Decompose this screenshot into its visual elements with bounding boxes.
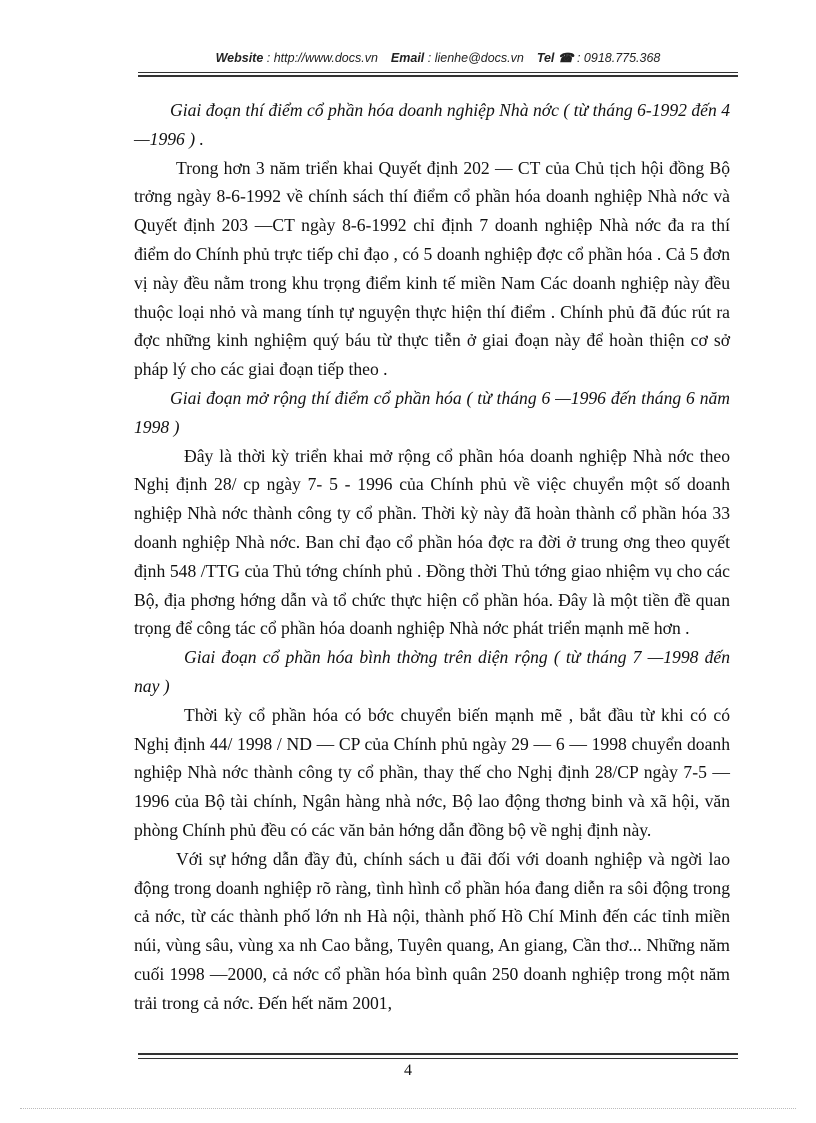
section-heading-pilot: Giai đoạn thí điểm cổ phần hóa doanh nghiệp Nhà nớc ( từ tháng 6-1992 đến 4 —1996 ) . [134,100,730,149]
tel-label: Tel [536,51,555,65]
page-bottom-border [20,1108,796,1109]
section-heading-normal: Giai đoạn cổ phần hóa bình thờng trên diện rộng ( từ tháng 7 —1998 đến nay ) [134,647,730,696]
paragraph-pilot: Trong hơn 3 năm triển khai Quyết định 202 — CT của Chủ tịch hội đồng Bộ trởng ngày 8-6-1992 về chính sách thí điểm cổ phần hóa doanh nghiệp Nhà nớc và Quyết định 203 —CT ngày 8-6-1992 chỉ định 7 doanh nghiệp Nhà nớc đa ra thí điểm do Chính phủ trực tiếp chỉ đạo , có 5 doanh nghiệp đợc cổ phần hóa . Cả 5 đơn vị này đều nằm trong khu trọng điểm kinh tế miền Nam Các doanh nghiệp này đều thuộc loại nhỏ và mang tính tự nguyện thực hiện thí điểm . Chính phủ đã đúc rút ra đợc những kinh nghiệm quý báu từ thực tiễn ở giai đoạn này để hoàn thiện cơ sở pháp lý cho các giai đoạn tiếp theo . [134,157,730,380]
email-label: Email [390,51,425,65]
website-value: : http://www.docs.vn [266,51,378,65]
header-divider [138,72,738,77]
tel-value: : 0918.775.368 [576,51,661,65]
paragraph-normal: Thời kỳ cổ phần hóa có bớc chuyển biến mạnh mẽ , bắt đầu từ khi có có Nghị định 44/ 1998 / ND — CP của Chính phủ ngày 29 — 6 — 1998 chuyển doanh nghiệp Nhà nớc thành công ty cổ phần, thay thế cho Nghị định 28/CP ngày 7-5 —1996 của Bộ tài chính, Ngân hàng nhà nớc, Bộ lao động thơng binh và xã hội, văn phòng Chính phủ đều có các văn bản hớng dẫn đồng bộ về nghị định này. [134,704,730,840]
page-header [138,50,738,72]
section-heading-expansion: Giai đoạn mở rộng thí điểm cổ phần hóa ( từ tháng 6 —1996 đến tháng 6 năm 1998 ) [134,387,730,437]
phone-icon: ☎ [557,51,574,65]
paragraph-policy: Với sự hớng dẫn đầy đủ, chính sách u đãi đối với doanh nghiệp và ngời lao động trong doanh nghiệp rõ ràng, tình hình cổ phần hóa đang diễn ra sôi động trong cả nớc, từ các thành phố lớn nh Hà nội, thành phố Hồ Chí Minh đến các tỉnh miền núi, vùng sâu, vùng xa nh Cao bằng, Tuyên quang, An giang, Cần thơ... Những năm cuối 1998 —2000, cả nớc cổ phần hóa bình quân 250 doanh nghiệp trong một năm trải trong cả nớc. Đến hết năm 2001, [134,848,730,1013]
document-body [134,96,730,1018]
paragraph-expansion: Đây là thời kỳ triển khai mở rộng cổ phần hóa doanh nghiệp Nhà nớc theo Nghị định 28/ cp ngày 7- 5 - 1996 của Chính phủ về việc chuyển một số doanh nghiệp Nhà nớc thành công ty cổ phần. Thời kỳ này đã hoàn thành cổ phần hóa 33 doanh nghiệp Nhà nớc. Ban chỉ đạo cổ phần hóa đợc ra đời ở trung ơng theo quyết định 548 /TTG của Thủ tớng chính phủ . Đồng thời Thủ tớng giao nhiệm vụ cho các Bộ, địa phơng hớng dẫn và tổ chức thực hiện cổ phần hóa. Đây là một tiền đề quan trọng để công tác cổ phần hóa doanh nghiệp Nhà nớc phát triển mạnh mẽ hơn . [134,445,730,639]
email-value: : lienhe@docs.vn [427,51,524,65]
website-label: Website [215,51,264,65]
footer-divider [138,1053,738,1059]
page-number: 4 [404,1062,412,1079]
